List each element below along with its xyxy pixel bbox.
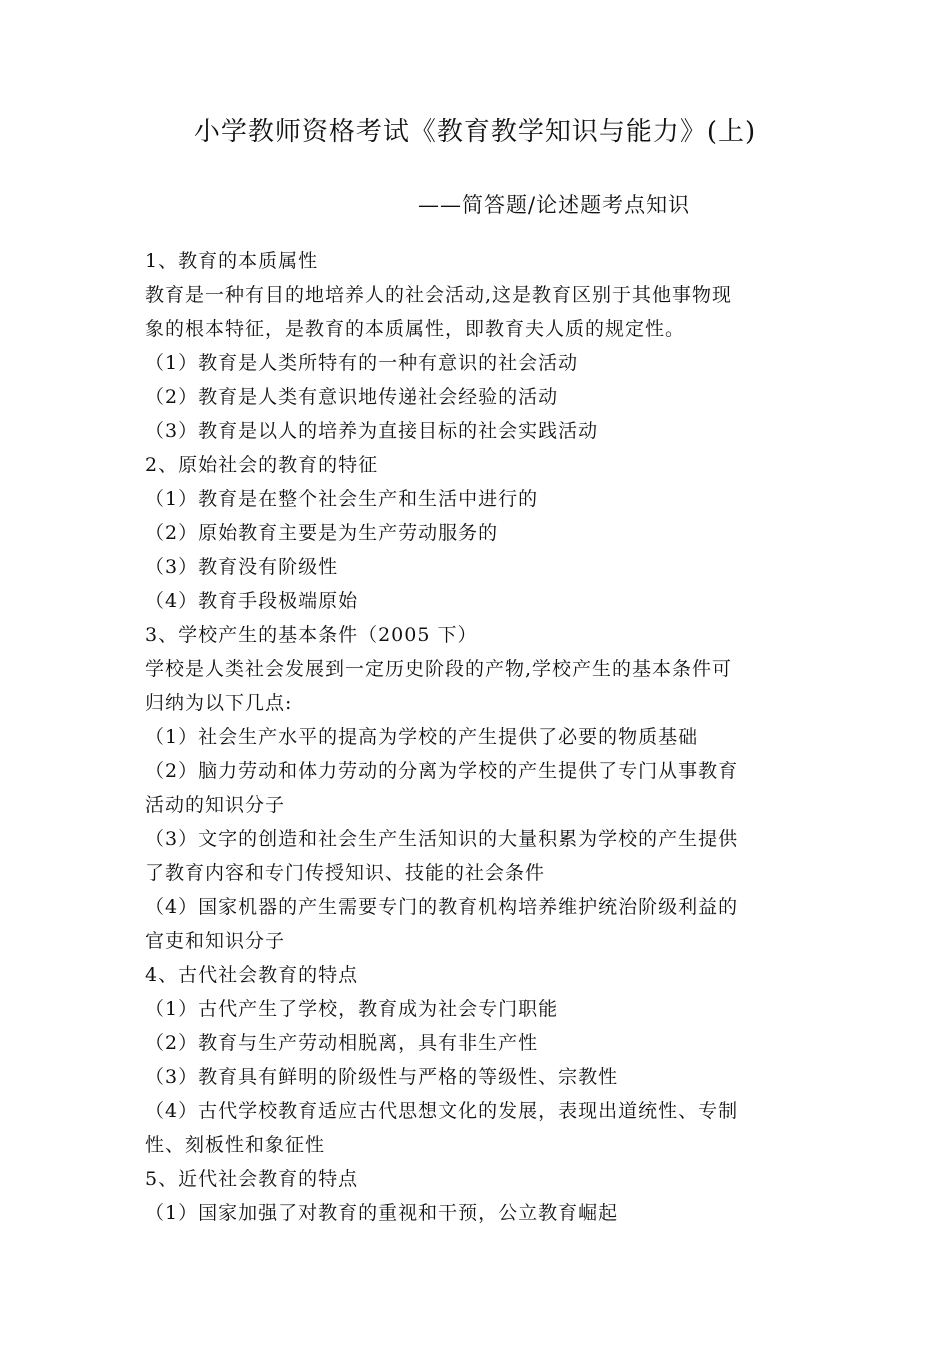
text-line: （2）原始教育主要是为生产劳动服务的: [145, 522, 499, 544]
text-line: （2）教育与生产劳动相脱离，具有非生产性: [145, 1032, 539, 1054]
text-line: （2）脑力劳动和体力劳动的分离为学校的产生提供了专门从事教育: [145, 760, 739, 782]
text-line: （1）国家加强了对教育的重视和干预，公立教育崛起: [145, 1202, 619, 1224]
text-line: （1）教育是人类所特有的一种有意识的社会活动: [145, 352, 579, 374]
text-line: 了教育内容和专门传授知识、技能的社会条件: [145, 862, 546, 884]
text-line: （1）社会生产水平的提高为学校的产生提供了必要的物质基础: [145, 726, 699, 748]
text-line: 学校是人类社会发展到一定历史阶段的产物,学校产生的基本条件可: [145, 658, 733, 680]
text-line: 1、教育的本质属性: [145, 250, 319, 272]
text-line: 4、古代社会教育的特点: [145, 964, 359, 986]
document-subtitle: ——简答题/论述题考点知识: [418, 193, 691, 217]
text-line: （4）教育手段极端原始: [145, 590, 359, 612]
text-line: （3）教育具有鲜明的阶级性与严格的等级性、宗教性: [145, 1066, 619, 1088]
document-body: [145, 244, 813, 1230]
text-line: （3）教育没有阶级性: [145, 556, 339, 578]
text-line: 5、近代社会教育的特点: [145, 1168, 359, 1190]
text-line: 3、学校产生的基本条件（2005 下）: [145, 624, 478, 646]
text-line: （2）教育是人类有意识地传递社会经验的活动: [145, 386, 559, 408]
text-line: （1）教育是在整个社会生产和生活中进行的: [145, 488, 539, 510]
text-line: （1）古代产生了学校，教育成为社会专门职能: [145, 998, 559, 1020]
text-line: 活动的知识分子: [145, 794, 286, 816]
text-line: 官吏和知识分子: [145, 930, 286, 952]
text-line: （4）古代学校教育适应古代思想文化的发展，表现出道统性、专制: [145, 1100, 739, 1122]
text-line: 2、原始社会的教育的特征: [145, 454, 379, 476]
text-line: （4）国家机器的产生需要专门的教育机构培养维护统治阶级利益的: [145, 896, 739, 918]
text-line: 教育是一种有目的地培养人的社会活动,这是教育区别于其他事物现: [145, 284, 733, 306]
text-line: 性、刻板性和象征性: [145, 1134, 326, 1156]
text-line: （3）文字的创造和社会生产生活知识的大量积累为学校的产生提供: [145, 828, 739, 850]
text-line: 象的根本特征，是教育的本质属性，即教育夫人质的规定性。: [145, 318, 686, 340]
document-title: 小学教师资格考试《教育教学知识与能力》(上): [193, 117, 757, 147]
text-line: 归纳为以下几点:: [145, 692, 293, 714]
text-line: （3）教育是以人的培养为直接目标的社会实践活动: [145, 420, 599, 442]
